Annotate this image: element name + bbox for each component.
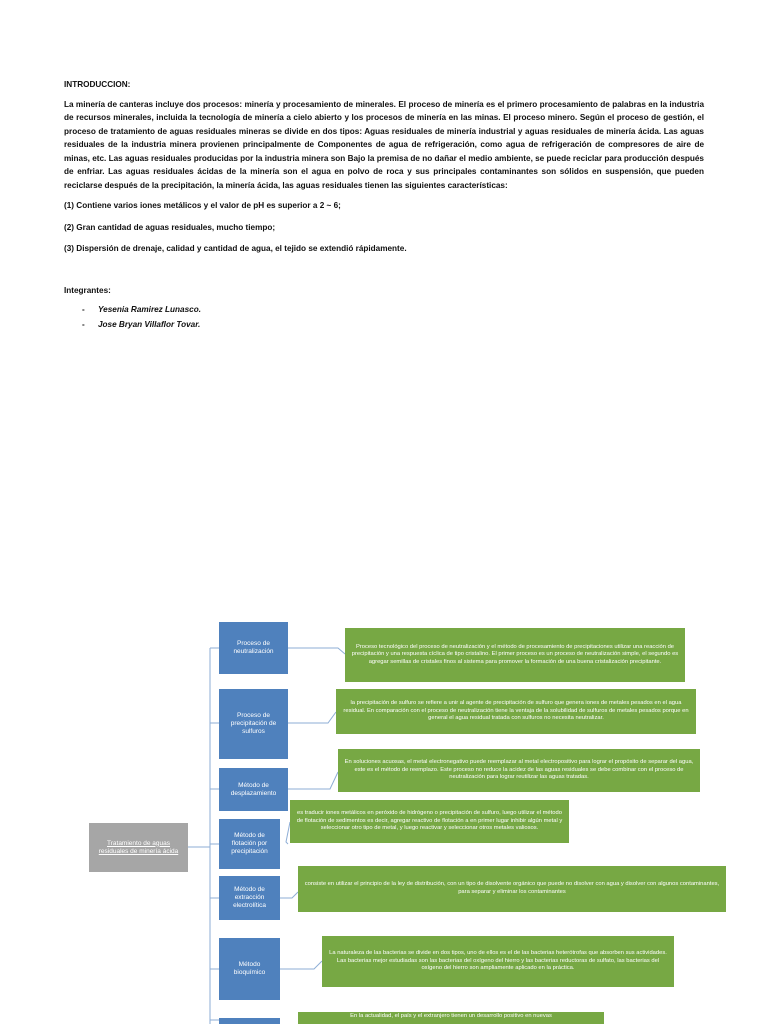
description-box: consiste en utilizar el principio de la ley de distribución, con un tipo de disolvente orgánico que puede no disolver con agua y disolver con algunos contaminantes, para separar y eliminar los contaminantes	[298, 866, 726, 912]
section-heading: INTRODUCCION:	[64, 80, 131, 89]
category-node: Método de flotación por precipitación	[219, 819, 280, 869]
list-dash: -	[82, 305, 85, 314]
member-item	[82, 303, 704, 317]
category-node: Método de extracción electrolítica	[219, 876, 280, 920]
members-heading: Integrantes:	[64, 285, 111, 295]
desc-connector	[288, 648, 345, 654]
desc-connector	[288, 772, 338, 789]
description-box: En soluciones acuosas, el metal electronegativo puede reemplazar al metal electropositivo para lograr el propósito de separar del agua, este es el método de reemplazo. Este proceso no reduce la acidez de las aguas residuales se debe combinar con el proceso de neutralización para lograr reutilizar las aguas tratadas.	[338, 749, 700, 792]
root-node: Tratamiento de aguas residuales de minería ácida	[89, 823, 188, 872]
treatment-diagram	[0, 600, 768, 1024]
category-node: Método bioquímico	[219, 938, 280, 1000]
document-body	[64, 78, 704, 332]
category-node: Proceso de neutralización	[219, 622, 288, 674]
intro-paragraph: La minería de canteras incluye dos procesos: minería y procesamiento de minerales. El proceso de minería es el primero procesamiento de palabras en la industria de recursos minerales, incluida la tecnología de minería a cielo abierto y los procesos de minería en las minas. El proceso minero. Según el proceso de gestión, el proceso de tratamiento de aguas residuales mineras se divide en dos tipos: Aguas residuales de minería industrial y aguas residuales de minería ácida. Las aguas residuales de la industria minera provienen principalmente de Componentes de agua de refrigeración, como agua de refrigeración de compresores de aire de minas, etc. Las aguas residuales producidas por la industria minera son Bajo la premisa de no dañar el medio ambiente, se puede reciclar para producción después de enfriar. Las aguas residuales ácidas de la minería son el agua en polvo de roca y sus principales contaminantes son sólidos en suspensión, que pueden reciclarse después de la precipitación, la minería ácida, las aguas residuales tienen las siguientes características:	[64, 99, 704, 190]
desc-connector	[288, 712, 336, 723]
category-node: Método de desplazamiento	[219, 768, 288, 811]
desc-connector	[280, 892, 298, 898]
description-box: es traducir iones metálicos en peróxido de hidrógeno o precipitación de sulfuro, luego utilizar el método de flotación de sedimentos es decir, agregar reactivo de flotación a en primer lugar inhibir algún metal y seleccionar otro tipo de metal, y luego reactivar y seleccionar otros metales valiosos.	[290, 800, 569, 843]
member-name: Yesenia Ramirez Lunasco.	[98, 305, 201, 314]
list-dash: -	[82, 319, 85, 329]
desc-connector	[280, 961, 322, 969]
member-name: Jose Bryan Villaflor Tovar.	[98, 319, 201, 329]
category-node: Proceso de precipitación de sulfuros	[219, 689, 288, 759]
characteristic-item: (2) Gran cantidad de aguas residuales, mucho tiempo;	[64, 222, 276, 232]
description-box: Proceso tecnológico del proceso de neutralización y el método de procesamiento de precipitaciones utilizar una reacción de precipitación y una respuesta cíclica de tipo cristalino. El primer proceso es un proceso de neutralización simple, el segundo es agregar semillas de cristales finos al sistema para promover la formación de una buena cristalización precipitante.	[345, 628, 685, 682]
category-node	[219, 1018, 280, 1024]
description-box: La naturaleza de las bacterias se divide en dos tipos, uno de ellos es el de las bacterias heterótrofas que absorben sus actividades. Las bacterias mejor estudiadas son las bacterias del oxígeno del hierro y las bacterias reductoras de sulfato, las bacterias del oxígeno del hierro son ampliamente aplicado en la práctica.	[322, 936, 674, 987]
description-box: En la actualidad, el país y el extranjero tienen un desarrollo positivo en nuevas	[298, 1012, 604, 1024]
description-box: la precipitación de sulfuro se refiere a unir al agente de precipitación de sulfuro que genera iones de metales pesados en el agua residual. En comparación con el proceso de neutralización tiene la ventaja de la solubilidad de sulfuros de metales pesados porque en general el agua residual tratada con sulfuros no necesita neutralizar.	[336, 689, 696, 734]
characteristic-item: (1) Contiene varios iones metálicos y el valor de pH es superior a 2 ~ 6;	[64, 201, 341, 210]
member-item	[82, 318, 704, 332]
characteristic-item: (3) Dispersión de drenaje, calidad y cantidad de agua, el tejido se extendió rápidamente.	[64, 244, 407, 253]
